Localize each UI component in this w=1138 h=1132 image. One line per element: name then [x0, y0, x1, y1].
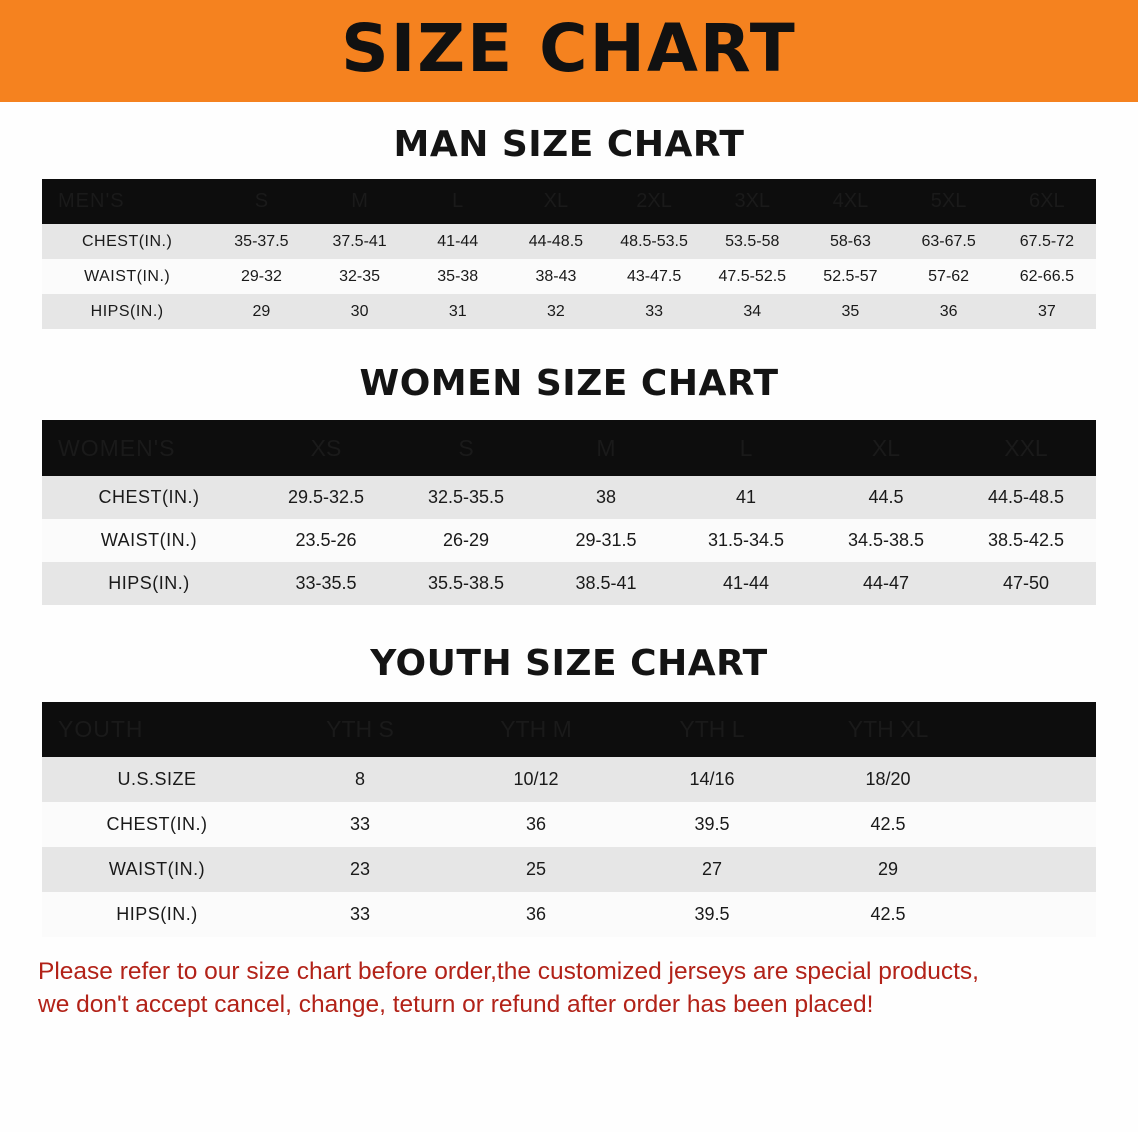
- youth-cell: 27: [624, 847, 800, 892]
- man-cell: 48.5-53.5: [605, 224, 703, 259]
- women-table-wrapper: [42, 420, 1138, 605]
- disclaimer-line-1: Please refer to our size chart before order,the customized jerseys are special products,: [38, 958, 979, 985]
- women-col-header: XS: [256, 420, 396, 476]
- youth-cell: 23: [272, 847, 448, 892]
- man-cell: 53.5-58: [703, 224, 801, 259]
- youth-header-spacer: [976, 702, 1096, 757]
- man-cell: 67.5-72: [998, 224, 1096, 259]
- women-col-header: S: [396, 420, 536, 476]
- women-col-header: M: [536, 420, 676, 476]
- disclaimer-line-2: we don't accept cancel, change, teturn or refund after order has been placed!: [38, 991, 874, 1019]
- man-cell: 57-62: [900, 259, 998, 294]
- man-section-title: MAN SIZE CHART: [393, 124, 745, 165]
- page-title: SIZE CHART: [341, 10, 797, 87]
- youth-cell-spacer: [976, 892, 1096, 937]
- man-col-header: 4XL: [801, 179, 899, 224]
- youth-col-header: YTH S: [272, 702, 448, 757]
- youth-cell: 42.5: [800, 802, 976, 847]
- youth-cell-spacer: [976, 802, 1096, 847]
- youth-col-header: YTH L: [624, 702, 800, 757]
- man-cell: 63-67.5: [900, 224, 998, 259]
- women-cell: 38.5-42.5: [956, 519, 1096, 562]
- youth-cell: 39.5: [624, 892, 800, 937]
- women-col-header: XL: [816, 420, 956, 476]
- man-cell: 35: [801, 294, 899, 329]
- table-row: [42, 519, 1096, 562]
- man-col-header: 2XL: [605, 179, 703, 224]
- women-cell: 34.5-38.5: [816, 519, 956, 562]
- man-cell: 31: [409, 294, 507, 329]
- youth-cell: 18/20: [800, 757, 976, 802]
- youth-row-label: HIPS(IN.): [42, 892, 272, 937]
- man-col-header: 6XL: [998, 179, 1096, 224]
- youth-size-table: [42, 702, 1096, 937]
- man-cell: 34: [703, 294, 801, 329]
- women-col-header: XXL: [956, 420, 1096, 476]
- youth-col-header: YTH M: [448, 702, 624, 757]
- youth-cell: 39.5: [624, 802, 800, 847]
- man-cell: 37.5-41: [310, 224, 408, 259]
- women-cell: 33-35.5: [256, 562, 396, 605]
- women-cell: 41-44: [676, 562, 816, 605]
- women-cell: 31.5-34.5: [676, 519, 816, 562]
- youth-cell: 8: [272, 757, 448, 802]
- man-cell: 62-66.5: [998, 259, 1096, 294]
- man-table-wrapper: [42, 179, 1138, 329]
- youth-cell: 36: [448, 802, 624, 847]
- women-cell: 44.5: [816, 476, 956, 519]
- women-cell: 41: [676, 476, 816, 519]
- youth-row-label: CHEST(IN.): [42, 802, 272, 847]
- man-cell: 33: [605, 294, 703, 329]
- man-cell: 52.5-57: [801, 259, 899, 294]
- table-row: [42, 476, 1096, 519]
- man-cell: 38-43: [507, 259, 605, 294]
- youth-cell: 33: [272, 802, 448, 847]
- youth-table-wrapper: [42, 702, 1138, 937]
- man-cell: 32: [507, 294, 605, 329]
- women-cell: 38.5-41: [536, 562, 676, 605]
- youth-cell: 33: [272, 892, 448, 937]
- women-cell: 26-29: [396, 519, 536, 562]
- man-col-header: XL: [507, 179, 605, 224]
- man-cell: 30: [310, 294, 408, 329]
- man-header-row: [42, 179, 1096, 224]
- man-cell: 43-47.5: [605, 259, 703, 294]
- women-cell: 32.5-35.5: [396, 476, 536, 519]
- man-size-table: [42, 179, 1096, 329]
- youth-row-label: U.S.SIZE: [42, 757, 272, 802]
- man-col-header: L: [409, 179, 507, 224]
- table-row: [42, 294, 1096, 329]
- man-col-header: S: [212, 179, 310, 224]
- man-row-label: WAIST(IN.): [42, 259, 212, 294]
- man-cell: 58-63: [801, 224, 899, 259]
- man-cell: 32-35: [310, 259, 408, 294]
- women-cell: 44.5-48.5: [956, 476, 1096, 519]
- banner: [0, 0, 1138, 102]
- table-row: [42, 562, 1096, 605]
- table-row: [42, 892, 1096, 937]
- man-cell: 29: [212, 294, 310, 329]
- women-header-label: WOMEN'S: [42, 420, 256, 476]
- man-col-header: 3XL: [703, 179, 801, 224]
- man-col-header: M: [310, 179, 408, 224]
- youth-cell: 14/16: [624, 757, 800, 802]
- man-row-label: HIPS(IN.): [42, 294, 212, 329]
- youth-row-label: WAIST(IN.): [42, 847, 272, 892]
- women-cell: 44-47: [816, 562, 956, 605]
- women-row-label: HIPS(IN.): [42, 562, 256, 605]
- man-cell: 35-38: [409, 259, 507, 294]
- table-row: [42, 259, 1096, 294]
- youth-cell: 25: [448, 847, 624, 892]
- youth-cell-spacer: [976, 757, 1096, 802]
- youth-cell: 42.5: [800, 892, 976, 937]
- man-cell: 36: [900, 294, 998, 329]
- man-col-header: 5XL: [900, 179, 998, 224]
- man-cell: 44-48.5: [507, 224, 605, 259]
- women-cell: 29.5-32.5: [256, 476, 396, 519]
- youth-cell: 29: [800, 847, 976, 892]
- women-cell: 47-50: [956, 562, 1096, 605]
- disclaimer-note: [38, 955, 1102, 1021]
- women-section-title: WOMEN SIZE CHART: [359, 363, 779, 404]
- youth-col-header: YTH XL: [800, 702, 976, 757]
- women-cell: 23.5-26: [256, 519, 396, 562]
- youth-cell: 36: [448, 892, 624, 937]
- man-cell: 35-37.5: [212, 224, 310, 259]
- women-cell: 38: [536, 476, 676, 519]
- youth-cell: 10/12: [448, 757, 624, 802]
- women-row-label: CHEST(IN.): [42, 476, 256, 519]
- table-row: [42, 757, 1096, 802]
- table-row: [42, 224, 1096, 259]
- youth-header-row: [42, 702, 1096, 757]
- table-row: [42, 802, 1096, 847]
- women-header-row: [42, 420, 1096, 476]
- man-cell: 37: [998, 294, 1096, 329]
- women-col-header: L: [676, 420, 816, 476]
- women-size-table: [42, 420, 1096, 605]
- women-row-label: WAIST(IN.): [42, 519, 256, 562]
- man-cell: 41-44: [409, 224, 507, 259]
- youth-cell-spacer: [976, 847, 1096, 892]
- women-cell: 29-31.5: [536, 519, 676, 562]
- man-row-label: CHEST(IN.): [42, 224, 212, 259]
- man-cell: 47.5-52.5: [703, 259, 801, 294]
- youth-section-title: YOUTH SIZE CHART: [370, 643, 768, 684]
- youth-header-label: YOUTH: [42, 702, 272, 757]
- women-cell: 35.5-38.5: [396, 562, 536, 605]
- table-row: [42, 847, 1096, 892]
- man-header-label: MEN'S: [42, 179, 212, 224]
- man-cell: 29-32: [212, 259, 310, 294]
